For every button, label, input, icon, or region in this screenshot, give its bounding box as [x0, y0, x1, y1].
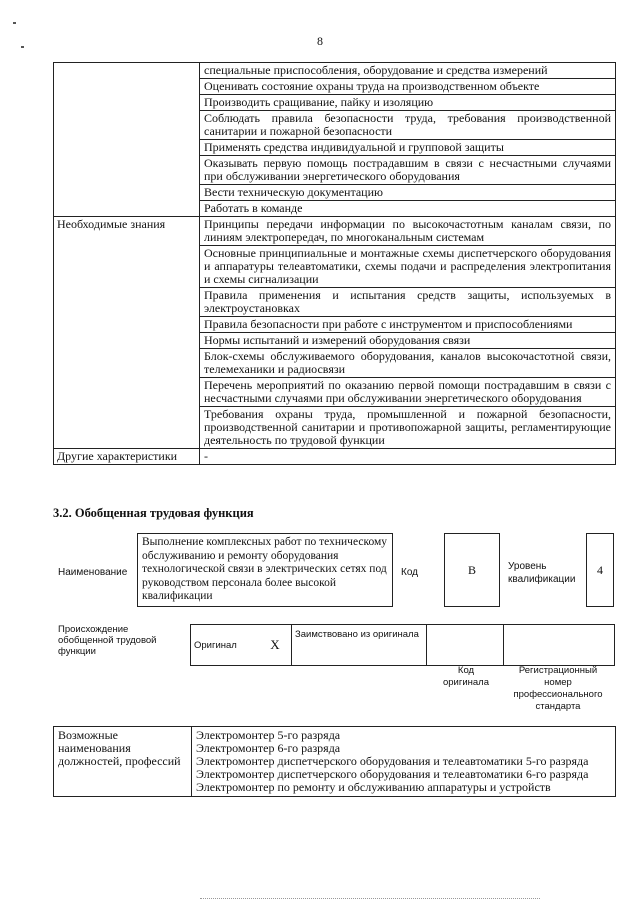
caption-line: профессионального	[513, 689, 603, 700]
caption-line: оригинала	[442, 677, 489, 688]
knowledge-row: Блок-схемы обслуживаемого оборудования, каналов высокочастотной связи, телемеханики и радиосвязи	[200, 349, 616, 378]
position-item: Электромонтер 5-го разряда	[196, 728, 341, 742]
borrowed-label: Заимствовано из оригинала	[292, 625, 427, 666]
positions-list	[192, 727, 616, 797]
other-label: Другие характеристики	[54, 449, 200, 465]
skill-row: Оценивать состояние охраны труда на производственном объекте	[200, 79, 616, 95]
page-number: 8	[317, 34, 323, 48]
registration-number-caption	[500, 665, 616, 713]
skill-row: Вести техническую документацию	[200, 185, 616, 201]
position-item: Электромонтер по ремонту и обслуживанию аппаратуры и устройств	[196, 780, 551, 794]
skill-row: Работать в команде	[200, 201, 616, 217]
skill-row: Применять средства индивидуальной и групповой защиты	[200, 140, 616, 156]
knowledge-row: Нормы испытаний и измерений оборудования связи	[200, 333, 616, 349]
origin-label	[58, 624, 156, 657]
level-value: 4	[586, 533, 614, 607]
position-item: Электромонтер диспетчерского оборудования и телеавтоматики 5-го разряда	[196, 754, 589, 768]
origin-label-line: обобщенной трудовой	[58, 635, 157, 646]
origin-table	[190, 624, 615, 666]
skill-row: специальные приспособления, оборудование и средства измерений	[200, 63, 616, 79]
skill-row: Производить сращивание, пайку и изоляцию	[200, 95, 616, 111]
scan-noise	[200, 898, 540, 901]
knowledge-row: Принципы передачи информации по высокочастотным каналам связи, по линиям электропередач, по многоканальным системам	[200, 217, 616, 246]
knowledge-row: Основные принципиальные и монтажные схемы диспетчерского оборудования и аппаратуры телеавтоматики, схемы подачи и распределения электропитания и схемы сигнализации	[200, 246, 616, 288]
knowledge-row: Правила безопасности при работе с инструментом и приспособлениями	[200, 317, 616, 333]
original-label: Оригинал	[191, 625, 260, 666]
other-value: -	[200, 449, 616, 465]
original-code-caption	[436, 665, 496, 689]
name-label: Наименование	[58, 567, 128, 578]
knowledge-row: Правила применения и испытания средств защиты, используемых в электроустановках	[200, 288, 616, 317]
caption-line: стандарта	[535, 701, 581, 712]
code-label: Код	[401, 567, 419, 578]
knowledge-row: Перечень мероприятий по оказанию первой помощи пострадавшим в связи с несчастными случаями при обслуживании энергетического оборудования	[200, 378, 616, 407]
skills-label-cell	[54, 63, 200, 217]
level-label-line: квалификации	[508, 574, 576, 585]
skill-row: Оказывать первую помощь пострадавшим в связи с несчастными случаями при обслуживании энергетического оборудования	[200, 156, 616, 185]
knowledge-row: Требования охраны труда, промышленной и пожарной безопасности, производственной санитарии и противопожарной защиты, регламентирующие деятельность по трудовой функции	[200, 407, 616, 449]
skills-knowledge-table	[53, 62, 616, 465]
origin-label-line: Происхождение	[58, 624, 129, 635]
original-code-cell	[427, 625, 504, 666]
code-value: B	[444, 533, 500, 607]
caption-line: Код	[457, 665, 475, 676]
caption-line: номер	[544, 677, 572, 688]
section-title: 3.2. Обобщенная трудовая функция	[53, 506, 254, 520]
level-label	[508, 560, 575, 586]
position-item: Электромонтер диспетчерского оборудования и телеавтоматики 6-го разряда	[196, 767, 589, 781]
scan-mark	[13, 22, 16, 24]
positions-label: Возможные наименования должностей, профессий	[54, 727, 192, 797]
origin-label-line: функции	[58, 646, 96, 657]
function-name: Выполнение комплексных работ по техническому обслуживанию и ремонту оборудования технологической связи в электрических сетях под руководством персонала более высокой квалификации	[137, 533, 393, 607]
caption-line: Регистрационный	[518, 665, 598, 676]
skill-row: Соблюдать правила безопасности труда, требования производственной санитарии и пожарной безопасности	[200, 111, 616, 140]
position-item: Электромонтер 6-го разряда	[196, 741, 341, 755]
level-label-line: Уровень	[508, 561, 547, 572]
positions-table	[53, 726, 616, 797]
registration-number-cell	[504, 625, 615, 666]
knowledge-label: Необходимые знания	[54, 217, 200, 449]
original-mark: X	[259, 625, 292, 666]
